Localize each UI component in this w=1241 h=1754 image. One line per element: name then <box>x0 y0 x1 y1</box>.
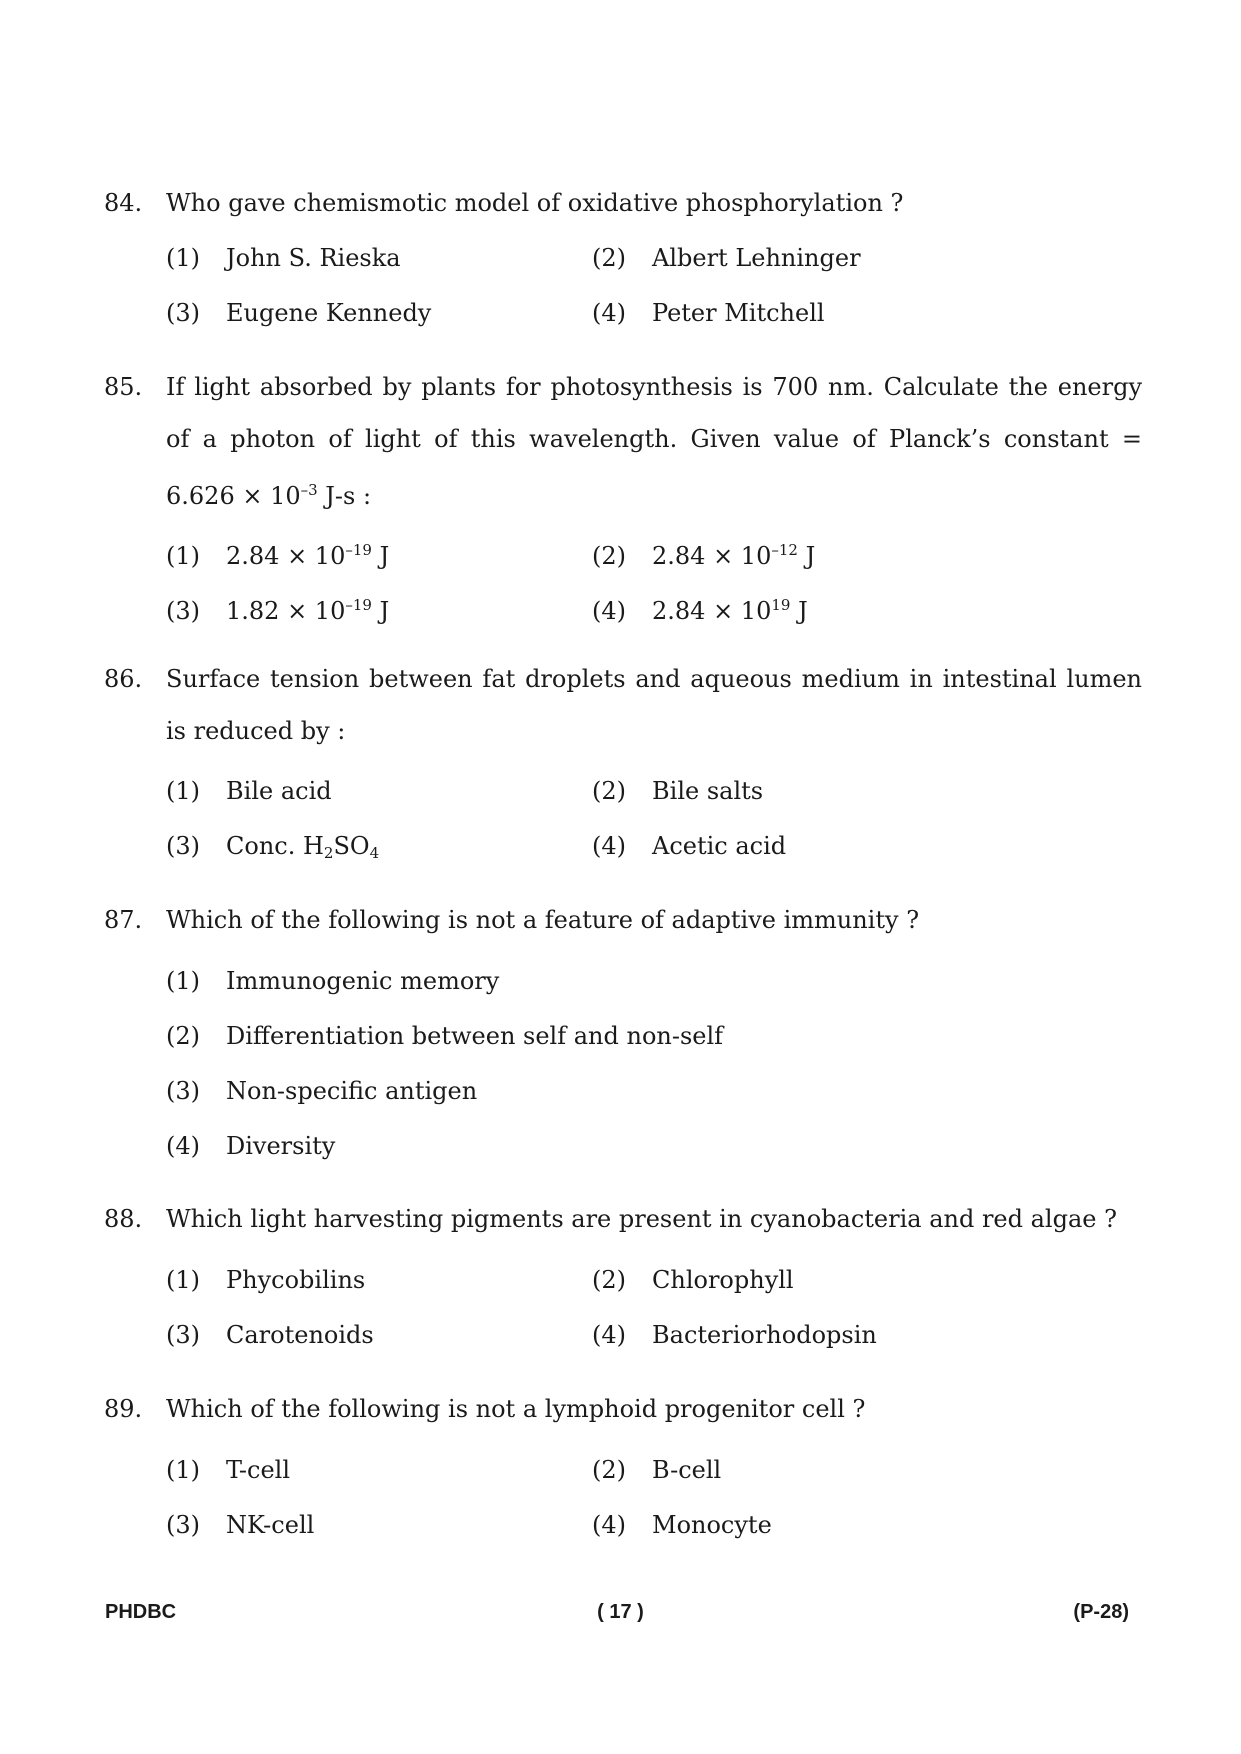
option-text: Bile acid <box>226 777 332 805</box>
option-number: (1) <box>166 967 200 995</box>
option-text: Differentiation between self and non-self <box>226 1022 724 1050</box>
option-number: (3) <box>166 832 200 860</box>
footer-code: PHDBC <box>105 1601 177 1623</box>
constant-exponent: –3 <box>300 481 318 499</box>
option-1 <box>166 243 401 273</box>
option-1 <box>166 535 389 571</box>
option-number: (3) <box>166 597 200 625</box>
formula-prefix: Conc. H <box>226 832 324 860</box>
option-2 <box>592 535 815 571</box>
option-number: (1) <box>166 1456 200 1484</box>
option-number: (2) <box>592 244 626 272</box>
constant-unit: J-s : <box>317 482 372 510</box>
page-number: ( 17 ) <box>597 1601 644 1623</box>
option-text: Eugene Kennedy <box>226 299 432 327</box>
option-base: 2.84 × 10 <box>652 597 772 625</box>
option-unit: J <box>797 542 816 570</box>
option-exponent: 19 <box>771 596 791 614</box>
option-number: (4) <box>592 1511 626 1539</box>
question-text-tail <box>166 475 371 511</box>
option-3 <box>166 1510 314 1540</box>
option-4 <box>592 831 786 861</box>
option-4 <box>592 298 825 328</box>
question-text: Which of the following is not a feature of adaptive immunity ? <box>166 906 920 934</box>
option-text: Acetic acid <box>652 832 787 860</box>
option-unit: J <box>371 542 390 570</box>
option-text: Chlorophyll <box>652 1266 794 1294</box>
option-text: John S. Rieska <box>226 244 401 272</box>
option-2 <box>592 776 763 806</box>
option-number: (4) <box>592 1321 626 1349</box>
option-text: Phycobilins <box>226 1266 366 1294</box>
option-text: T-cell <box>226 1456 291 1484</box>
option-number: (2) <box>592 1266 626 1294</box>
option-number: (3) <box>166 1511 200 1539</box>
option-text: Carotenoids <box>226 1321 374 1349</box>
option-base: 2.84 × 10 <box>652 542 772 570</box>
option-unit: J <box>371 597 390 625</box>
question-text: Who gave chemismotic model of oxidative phosphorylation ? <box>166 189 904 217</box>
option-number: (2) <box>166 1022 200 1050</box>
option-exponent: –19 <box>345 541 372 559</box>
question-text: Which of the following is not a lymphoid progenitor cell ? <box>166 1395 866 1423</box>
question-number: 87. <box>104 906 143 934</box>
option-4 <box>592 1510 772 1540</box>
option-text: Diversity <box>226 1132 336 1160</box>
option-text: B-cell <box>652 1456 722 1484</box>
option-number: (3) <box>166 1077 200 1105</box>
option-text: Bile salts <box>652 777 764 805</box>
option-4 <box>166 1131 335 1161</box>
option-4 <box>592 1320 877 1350</box>
option-base: 2.84 × 10 <box>226 542 346 570</box>
option-3 <box>166 1320 374 1350</box>
option-number: (2) <box>592 542 626 570</box>
question-number: 88. <box>104 1205 143 1233</box>
option-text: NK-cell <box>226 1511 315 1539</box>
option-number: (4) <box>592 299 626 327</box>
option-number: (4) <box>166 1132 200 1160</box>
option-2 <box>166 1021 723 1051</box>
option-number: (2) <box>592 1456 626 1484</box>
option-text: Monocyte <box>652 1511 772 1539</box>
question-number: 85. <box>104 373 143 401</box>
option-2 <box>592 1265 794 1295</box>
option-exponent: –12 <box>771 541 798 559</box>
option-3 <box>166 831 379 868</box>
option-1 <box>166 776 332 806</box>
option-1 <box>166 966 499 996</box>
option-number: (4) <box>592 597 626 625</box>
formula-subscript: 2 <box>323 844 334 862</box>
option-2 <box>592 243 861 273</box>
formula-subscript: 4 <box>369 844 380 862</box>
option-text: Non-specific antigen <box>226 1077 478 1105</box>
question-number: 84. <box>104 189 143 217</box>
option-2 <box>592 1455 721 1485</box>
option-number: (1) <box>166 244 200 272</box>
question-text: Which light harvesting pigments are present in cyanobacteria and red algae ? <box>166 1205 1117 1233</box>
option-1 <box>166 1265 365 1295</box>
option-base: 1.82 × 10 <box>226 597 346 625</box>
question-text: Surface tension between fat droplets and aqueous medium in intestinal lumen is reduced by : <box>166 665 1142 745</box>
option-number: (3) <box>166 1321 200 1349</box>
option-exponent: –19 <box>345 596 372 614</box>
option-number: (3) <box>166 299 200 327</box>
option-1 <box>166 1455 290 1485</box>
option-3 <box>166 298 431 328</box>
constant-base: 6.626 × 10 <box>166 482 301 510</box>
option-text: Immunogenic memory <box>226 967 500 995</box>
paper-code: (P-28) <box>1073 1601 1129 1623</box>
option-4 <box>592 590 808 626</box>
option-number: (4) <box>592 832 626 860</box>
option-text: Albert Lehninger <box>652 244 861 272</box>
option-number: (2) <box>592 777 626 805</box>
formula-middle: SO <box>333 832 370 860</box>
option-unit: J <box>790 597 808 625</box>
option-number: (1) <box>166 542 200 570</box>
option-number: (1) <box>166 1266 200 1294</box>
question-text: If light absorbed by plants for photosynthesis is 700 nm. Calculate the energy of a photon of light of this wavelength. Given value of Planck’s constant = <box>166 373 1142 453</box>
option-text: Bacteriorhodopsin <box>652 1321 877 1349</box>
option-3 <box>166 1076 477 1106</box>
question-number: 86. <box>104 665 143 693</box>
option-number: (1) <box>166 777 200 805</box>
option-text: Peter Mitchell <box>652 299 825 327</box>
option-3 <box>166 590 389 626</box>
question-number: 89. <box>104 1395 143 1423</box>
